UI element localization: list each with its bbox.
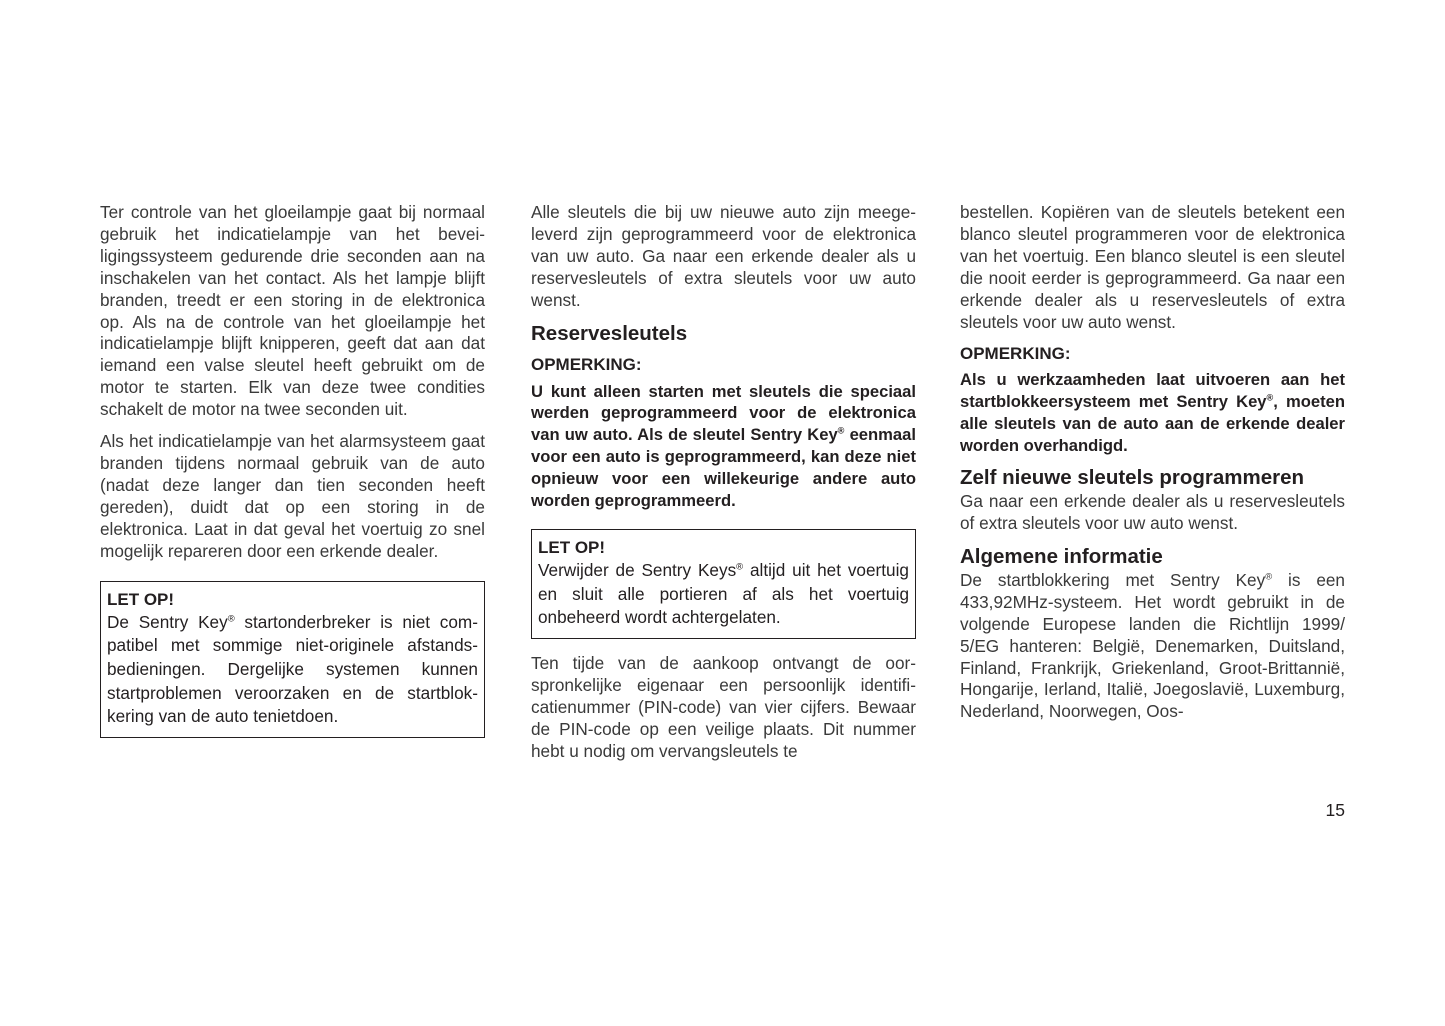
note-label: OPMERKING: [960, 344, 1071, 364]
page-number: 15 [1325, 800, 1345, 820]
paragraph-general-info: De startblokkering met Sentry Key® is een 433,92MHz-systeem. Het wordt gebruikt in de volgende Europese landen die Richtlijn 1999/ 5/EG hanteren: België, Denemarken, Duitsland, Finland, Frankrijk, Griekenland, Groot-Brittannië, Hongarije, Ierland, Italië, Joegoslavië, Luxemburg, Nederland, Noorwegen, Oos- [960, 569, 1345, 722]
warning-title: LET OP! [538, 537, 606, 557]
warning-box-remove-keys [531, 529, 916, 639]
column-right [960, 202, 1345, 723]
paragraph-dealer-spare-keys: Ga naar een erkende dealer als u reservesleutels of extra sleutels voor uw auto wenst. [960, 491, 1345, 533]
note-text-programmed-keys: U kunt alleen starten met sleutels die speciaal werden geprogrammeerd voor de elektronica van uw auto. Als de sleutel Sentry Key® eenmaal voor een auto is geprogrammeerd, kan deze niet opnieuw voor een willekeurige andere auto worden geprogrammeerd. [531, 381, 916, 511]
warning-box-compatibility [100, 581, 485, 739]
column-middle [531, 202, 916, 763]
note-text-dealer: Als u werkzaamheden laat uitvoeren aan het startblokkeersysteem met Sentry Key®, moeten alle sleutels van de auto aan de erkende dealer worden overhandigd. [960, 370, 1345, 456]
heading-general-info: Algemene informatie [960, 544, 1163, 568]
column-left [100, 202, 485, 738]
warning-title: LET OP! [107, 589, 175, 609]
paragraph-pin-code: Ten tijde van de aankoop ontvangt de oorspronkelijke eigenaar een persoonlijk identificatienummer (PIN-code) van vier cijfers. Bewaar de PIN-code op een veilige plaats. Dit nummer hebt u nodig om vervangsleutels te [531, 653, 916, 761]
note-label: OPMERKING: [531, 354, 642, 374]
heading-program-keys: Zelf nieuwe sleutels programmeren [960, 466, 1305, 490]
paragraph-copy-keys: bestellen. Kopiëren van de sleutels betekent een blanco sleutel programmeren voor de elektronica van het voertuig. Een blanco sleutel is een sleutel die nooit eerder is geprogrammeerd. Ga naar een erkende dealer als u reservesleutels of extra sleutels voor uw auto wenst. [960, 202, 1345, 332]
paragraph-indicator-check: Ter controle van het gloeilampje gaat bij normaal gebruik het indicatielampje van het beveiligingssysteem gedurende drie seconden aan na inschakelen van het contact. Als het lampje blijft branden, treedt er een storing in de elektronica op. Als na de controle van het gloeilampje het indicatielampje blijft knipperen, geeft dat aan dat iemand een valse sleutel heeft gebruikt om de motor te starten. Elk van deze twee condities schakelt de motor na twee seconden uit. [100, 202, 485, 420]
paragraph-alarm-indicator: Als het indicatielampje van het alarmsysteem gaat branden tijdens normaal gebruik van de auto (nadat deze langer dan tien seconden heeft gereden), duidt dat op een storing in de elektronica. Laat in dat geval het voertuig zo snel mogelijk repareren door een erkende dealer. [100, 431, 485, 561]
heading-spare-keys: Reservesleutels [531, 321, 688, 345]
paragraph-keys-programmed: Alle sleutels die bij uw nieuwe auto zijn meegeleverd zijn geprogrammeerd voor de elektronica van uw auto. Ga naar een erkende dealer als u reservesleutels of extra sleutels voor uw auto wenst. [531, 202, 916, 310]
warning-text: Verwijder de Sentry Keys® altijd uit het voertuig en sluit alle portieren af als het voertuig onbeheerd wordt achtergelaten. [538, 559, 909, 628]
warning-text: De Sentry Key® startonderbreker is niet compatibel met sommige niet-originele afstandsbedieningen. Dergelijke systemen kunnen startproblemen veroorzaken en de startblokkering van de auto tenietdoen. [107, 611, 478, 727]
